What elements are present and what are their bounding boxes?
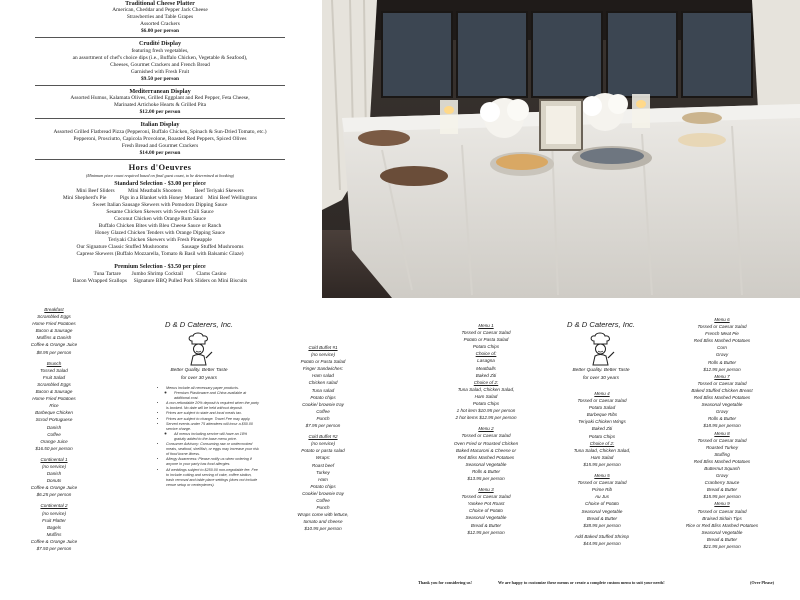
- brochure-column-menus-6-9: [680, 316, 764, 550]
- menu-item: Choice of Potato: [469, 508, 503, 514]
- menu-item: Ham: [318, 476, 328, 482]
- menu-item: Scrambled Eggs: [37, 314, 71, 320]
- menu-item: Potato Chips: [472, 344, 500, 350]
- menu-heading: Menu 3: [478, 487, 494, 493]
- menu-item: $44.95 per person: [583, 540, 621, 546]
- menu-section-line: Cheeses, Gourmet Crackers and French Bread: [110, 61, 210, 68]
- menu-item: Potato or Pasta Salad: [463, 337, 509, 343]
- menu-heading: Menu 4: [594, 391, 610, 396]
- menu-item: Potato chips: [310, 394, 336, 400]
- menu-item: Lasagna: [477, 358, 495, 364]
- brand-name: D & D Caterers, Inc.: [567, 320, 635, 329]
- menu-item: Teriyaki Chicken Wings: [578, 419, 626, 425]
- menu-item: $18.95 per person: [703, 423, 741, 429]
- menu-item: (no service): [311, 441, 335, 447]
- menu-item: Au Jus: [594, 494, 610, 500]
- menu-item: Coffee: [316, 497, 330, 503]
- catering-menu-page: [0, 0, 320, 298]
- hors-doeuvres-title: Hors d'Oeuvres: [128, 161, 192, 172]
- menu-heading: Choice of:: [475, 351, 497, 357]
- menu-item: $38.95 per person: [583, 522, 621, 528]
- menu-item: Tossed or Caesar Salad: [697, 437, 747, 443]
- menu-item: Tuna salad: [311, 387, 335, 393]
- menu-section-title: Mediterranean Display: [129, 87, 191, 95]
- menu-item: Prime Rib: [591, 487, 613, 493]
- menu-heading: Menu 7: [714, 373, 730, 379]
- menu-item: $10.95 per person: [304, 526, 342, 532]
- brand-block-right: [552, 320, 650, 383]
- menu-item: Baked Macaroni & Cheese or: [455, 447, 516, 453]
- menu-item: Tossed or Caesar Salad: [577, 398, 627, 404]
- menu-item: Bacon & Sausage: [35, 389, 73, 395]
- buffet-photo-illustration: [322, 0, 800, 298]
- menu-item: (no service): [42, 463, 66, 469]
- menu-heading: Continental 2: [40, 503, 68, 509]
- menu-section-line: Strawberries and Table Grapes: [126, 14, 194, 21]
- menu-section-line: American, Cheddar and Pepper Jack Cheese: [112, 7, 208, 14]
- menu-section-title: Crudité Display: [138, 40, 182, 48]
- standard-item-line: Our Signature Classic Stuffed Mushrooms Sausage Stuffed Mushrooms: [76, 243, 244, 250]
- menu-item: Seasonal Vegetable: [465, 461, 507, 467]
- menu-item: Tuna Salad, Chicken Salad,: [573, 447, 631, 453]
- menu-section-price: $9.50 per person: [140, 75, 180, 82]
- menu-item: Wraps:: [315, 455, 331, 461]
- menu-item: 2 hot items $12.95 per person: [455, 415, 517, 421]
- policy-item: • Menus include all necessary paper products.: [166, 386, 260, 391]
- menu-section-line: Assorted Crackers: [140, 21, 180, 28]
- brand-name: D & D Caterers, Inc.: [165, 320, 233, 329]
- menu-item: Donuts: [46, 478, 62, 484]
- menu-item: Bagels: [46, 524, 62, 530]
- menu-item: Potato or pasta salad: [301, 448, 345, 454]
- menu-item: Fruit Platter: [42, 517, 66, 523]
- menu-item: (no service): [42, 510, 66, 516]
- menu-item: Gravy: [715, 409, 729, 415]
- standard-item-line: Sweet Italian Sausage Skewers with Pomodoro Dipping Sauce: [92, 201, 228, 208]
- menu-item: Wraps come with lettuce,: [297, 512, 349, 518]
- brochure-column-cold-buffet: [290, 344, 356, 532]
- menu-item: Cranberry Sauce: [704, 480, 740, 486]
- section-divider: [35, 159, 285, 160]
- menu-item: Coffee & Orange Juice: [30, 538, 78, 544]
- policy-item: • Served events under 75 attendees will incur a $50.00 service charge.: [166, 422, 260, 432]
- standard-selection-heading: Standard Selection - $3.00 per piece: [114, 180, 206, 187]
- standard-item-line: Teriyaki Chicken Skewers with Fresh Pineapple: [108, 236, 212, 243]
- menu-item: Tossed or Caesar Salad: [697, 508, 747, 514]
- standard-item-line: Mini Beef Sliders Mini Meatballs Shooters Beef Teriyaki Skewers: [76, 187, 244, 194]
- menu-heading: Brunch: [46, 360, 62, 366]
- standard-selection-list: [0, 188, 320, 258]
- policy-item: • Prices are subject to state and local meals tax.: [166, 411, 260, 416]
- section-divider: [35, 118, 285, 119]
- menu-item: Gravy: [715, 473, 729, 479]
- brand-tagline: Better Quality. Better Taste: [170, 368, 228, 373]
- menu-item: Bread & Butter: [706, 487, 738, 493]
- menu-item: Meatballs: [476, 365, 496, 371]
- menu-heading: Choice of 2:: [473, 379, 499, 385]
- menu-section-line: Garnished with Fresh Fruit: [130, 68, 190, 75]
- menu-item: Tossed or Caesar Salad: [461, 494, 511, 500]
- menu-item: Oven Fried or Roasted Chicken: [453, 440, 519, 446]
- menu-item: Butternut Squash: [704, 465, 740, 471]
- premium-selection-list: [0, 271, 320, 285]
- menu-item: (no service): [311, 352, 335, 358]
- menu-item: Baked Stuffed Chicken Breast: [691, 387, 753, 393]
- menu-section-price: $14.00 per person: [139, 149, 181, 156]
- menu-item: Ham Salad: [590, 454, 614, 460]
- menu-item: Yankee Pot Roast: [467, 501, 505, 507]
- brand-tagline-years: for over 30 years: [181, 376, 217, 382]
- menu-section-line: Fresh Bread and Gourmet Crackers: [121, 142, 199, 149]
- footer-over-please: (Over Please): [750, 580, 774, 585]
- menu-item: $12.95 per person: [467, 529, 505, 535]
- menu-heading: Cold Buffet #1: [308, 345, 338, 350]
- menu-item: $7.95 per person: [305, 423, 341, 429]
- menu-item: Rice: [49, 403, 59, 409]
- menu-item: Danish: [46, 424, 62, 430]
- menu-item: $12.95 per person: [703, 366, 741, 372]
- menu-section-line: an assortment of chef's choice dips (i.e., Buffalo Chicken, Vegetable & Seafood),: [72, 54, 248, 61]
- brochure-column-breakfast: [18, 306, 90, 552]
- menu-section-line: featuring fresh vegetables,: [131, 47, 189, 54]
- policy-item: • All weddings subject to $250.00 non-negotiable fee. Fee to include cutting and serving of cake, coffee station, trash removal and table place settings (does not include venue setup or centerpieces).: [166, 468, 260, 488]
- menu-section-line: Assorted Humus, Kalamata Olives, Grilled Eggplant and Red Pepper, Feta Cheese,: [70, 95, 250, 102]
- menu-item: Braised Sirloin Tips: [702, 515, 742, 521]
- menu-item: Seasonal Vegetable: [701, 402, 743, 408]
- menu-item: Red Bliss Mashed Potatoes: [457, 454, 515, 460]
- menu-item: Orange Juice: [40, 438, 68, 444]
- menu-item: Cookie/ brownie tray: [302, 490, 344, 496]
- standard-item-line: Coconut Chicken with Orange Rum Sauce: [114, 215, 206, 222]
- menu-item: Tossed or Caesar Salad: [461, 330, 511, 336]
- dd-caterers-brochure: [0, 300, 800, 600]
- menu-item: Bread & Butter: [470, 522, 502, 528]
- standard-item-line: Mini Shepherd's Pie Pigs in a Blanket with Honey Mustard Mini Beef Wellingtons: [62, 194, 258, 201]
- section-divider: [35, 37, 285, 38]
- menu-item: Tossed or Caesar Salad: [697, 324, 747, 330]
- menu-item: Rolls & Butter: [707, 416, 737, 422]
- policy-item: • Consumer Advisory: Consuming raw or undercooked meats, seafood, shellfish, or eggs may increase your risk of food borne illness.: [166, 442, 260, 457]
- menu-item: Ham salad: [312, 373, 334, 379]
- menu-item: Cookie/ brownie tray: [302, 401, 344, 407]
- menu-section-line: Assorted Grilled Flatbread Pizza (Pepperoni, Buffalo Chicken, Spinach & Sun-Dried Tomato, etc.): [53, 128, 267, 135]
- menu-item: $15.95 per person: [703, 494, 741, 500]
- menu-item: Red Bliss Mashed Potatoes: [693, 338, 751, 344]
- menu-section-line: Marinated Artichoke Hearts & Grilled Pita: [113, 102, 207, 109]
- menu-heading: Menu 6: [714, 317, 730, 322]
- menu-item: Rolls & Butter: [471, 468, 501, 474]
- menu-item: $16.50 per person: [35, 445, 73, 451]
- menu-item: Potato Chips: [472, 401, 500, 407]
- brochure-column-menus-4-5: [566, 390, 638, 547]
- policy-item: ◦ Premium Plasticware and China available at additional cost.: [174, 391, 260, 401]
- menu-item: Bread & Butter: [586, 515, 618, 521]
- menu-item: Red Bliss Mashed Potatoes: [693, 395, 751, 401]
- menu-item: French Meat Pie: [705, 331, 739, 337]
- menu-heading: Menu 9: [714, 501, 730, 507]
- footer-custom-note: We are happy to customize these menus or create a complete custom menu to suit your needs!: [498, 580, 665, 585]
- menu-item: $21.95 per person: [703, 544, 741, 549]
- menu-item: Chicken salad: [308, 380, 338, 386]
- menu-item: Seasonal Vegetable: [465, 515, 507, 521]
- menu-item: 1 hot item $10.95 per person: [456, 408, 516, 414]
- menu-item: Tossed Salad: [40, 367, 68, 373]
- premium-item-line: Bacon Wrapped Scallops Signature BBQ Pulled Pork Sliders on Mini Biscuits: [72, 277, 248, 284]
- policy-item: • Prices are subject to change. Travel Fee may apply.: [166, 417, 260, 422]
- menu-item: Tossed or Caesar Salad: [697, 380, 747, 386]
- menu-heading: Menu 8: [714, 430, 730, 436]
- menu-section-price: $6.00 per person: [140, 28, 180, 35]
- menu-item: $7.50 per person: [36, 546, 72, 551]
- buffet-table-photo: [322, 0, 800, 298]
- menu-item: Barbeque Ribs: [586, 412, 618, 418]
- menu-heading: Menu 1: [478, 323, 494, 328]
- menu-item: Home Fried Potatoes: [32, 396, 76, 402]
- menu-item: Roasted Turkey: [705, 444, 739, 450]
- footer-thanks: Thank you for considering us!: [418, 580, 472, 585]
- menu-item: Stuffing: [714, 451, 730, 457]
- menu-item: tomato and cheese: [303, 519, 343, 525]
- menu-item: Baked Ziti: [591, 426, 613, 432]
- menu-heading: Choice of 2:: [589, 440, 615, 446]
- section-divider: [35, 85, 285, 86]
- menu-item: Potato or Pasta Salad: [300, 359, 346, 365]
- menu-item: Finger Sandwiches:: [302, 366, 344, 372]
- menu-item: Gravy: [715, 352, 729, 358]
- chef-logo-icon: [586, 332, 616, 366]
- menu-heading: Breakfast: [44, 307, 64, 312]
- menu-item: Bread & Butter: [706, 536, 738, 542]
- brand-tagline: Better Quality. Better Taste: [572, 368, 630, 373]
- policy-item: ◦ All menus including service will have an 18% gratuity added to the base menu price.: [174, 432, 260, 442]
- menu-item: Roast beef: [311, 462, 335, 468]
- menu-item: Punch: [316, 415, 330, 421]
- menu-heading: Menu 5: [594, 473, 610, 479]
- menu-item: $15.95 per person: [583, 461, 621, 467]
- menu-section-title: Traditional Cheese Platter: [125, 0, 195, 7]
- menu-item: Potato chips: [310, 483, 336, 489]
- hors-doeuvres-note: (Minimum piece count required based on final guest count, to be determined at booking): [85, 172, 235, 178]
- menu-item: Barbeque Chicken: [35, 410, 73, 416]
- menu-item: Tossed or Caesar Salad: [461, 433, 511, 439]
- standard-item-line: Buffalo Chicken Bites with Bleu Cheese Sauce or Ranch: [98, 222, 222, 229]
- menu-item: Rolls & Butter: [707, 359, 737, 365]
- menu-item: Coffee & Orange Juice: [30, 342, 78, 348]
- menu-item: Rice or Red Bliss Mashed Potatoes: [685, 522, 759, 528]
- menu-section-price: $12.00 per person: [139, 109, 181, 116]
- chef-logo-icon: [184, 332, 214, 366]
- menu-item: Tossed or Caesar Salad: [577, 480, 627, 486]
- menu-item: Seasonal Vegetable: [701, 529, 743, 535]
- menu-item: Tuna Salad, Chicken Salad,: [457, 386, 515, 392]
- menu-item: $8.95 per person: [36, 349, 72, 355]
- policies-list: [160, 386, 260, 488]
- brochure-column-menus-1-3: [448, 322, 524, 536]
- menu-item: Corn: [717, 345, 727, 351]
- menu-item: Add Baked Stuffed Shrimp: [574, 533, 630, 539]
- menu-heading: Menu 2: [478, 426, 494, 432]
- menu-item: $6.25 per person: [36, 492, 72, 498]
- menu-item: Fruit Salad: [42, 374, 66, 380]
- standard-item-line: Honey Glazed Chicken Tenders with Orange Dipping Sauce: [95, 229, 225, 236]
- menu-heading: Cold Buffet #2: [308, 434, 338, 440]
- menu-section-line: Pepperoni, Prosciutto, Capicola Provolone, Roasted Red Peppers, Spiced Olives: [73, 135, 247, 142]
- menu-sections: [0, 0, 320, 160]
- policy-item: • A non-refundable 20% deposit is required when the party is booked. No date will be held without deposit.: [166, 401, 260, 411]
- brand-tagline-years: for over 30 years: [583, 376, 619, 382]
- menu-item: Red Bliss Mashed Potatoes: [693, 458, 751, 464]
- brand-block-left: [150, 320, 248, 383]
- standard-item-line: Sesame Chicken Skewers with Sweet Chili Sauce: [106, 208, 214, 215]
- policy-item: • Allergy Awareness: Please notify us when ordering if anyone in your party has food allergies.: [166, 457, 260, 467]
- menu-item: Scrambled Eggs: [37, 381, 71, 387]
- menu-item: Potato Salad: [588, 405, 616, 411]
- menu-item: Choice of Potato: [585, 501, 619, 507]
- menu-item: Potato Chips: [588, 433, 616, 439]
- menu-item: $13.95 per person: [467, 475, 505, 481]
- menu-item: Scrod Portuguese: [35, 417, 73, 423]
- menu-item: Muffins & Danish: [36, 335, 72, 341]
- menu-item: Seasonal Vegetable: [581, 508, 623, 514]
- menu-item: Baked Ziti: [475, 372, 497, 378]
- menu-item: Ham Salad: [474, 393, 498, 399]
- menu-item: Punch: [316, 505, 330, 511]
- menu-section-title: Italian Display: [140, 121, 180, 129]
- menu-item: Muffins: [46, 531, 62, 537]
- premium-selection-heading: Premium Selection - $3.50 per piece: [114, 263, 206, 270]
- menu-item: Coffee: [47, 431, 61, 437]
- standard-item-line: Caprese Skewers (Buffalo Mozzarella, Tomato & Basil with Balsamic Glaze): [76, 250, 244, 257]
- menu-item: Turkey: [316, 469, 330, 475]
- menu-item: Coffee: [316, 408, 330, 414]
- menu-item: Coffee & Orange Juice: [30, 485, 78, 491]
- menu-item: Home Fried Potatoes: [32, 321, 76, 327]
- menu-item: Danish: [46, 471, 62, 477]
- menu-heading: Continental 1: [40, 456, 68, 462]
- premium-item-line: Tuna Tartare Jumbo Shrimp Cocktail Clams Casino: [93, 270, 227, 277]
- menu-item: Bacon & Sausage: [35, 328, 73, 334]
